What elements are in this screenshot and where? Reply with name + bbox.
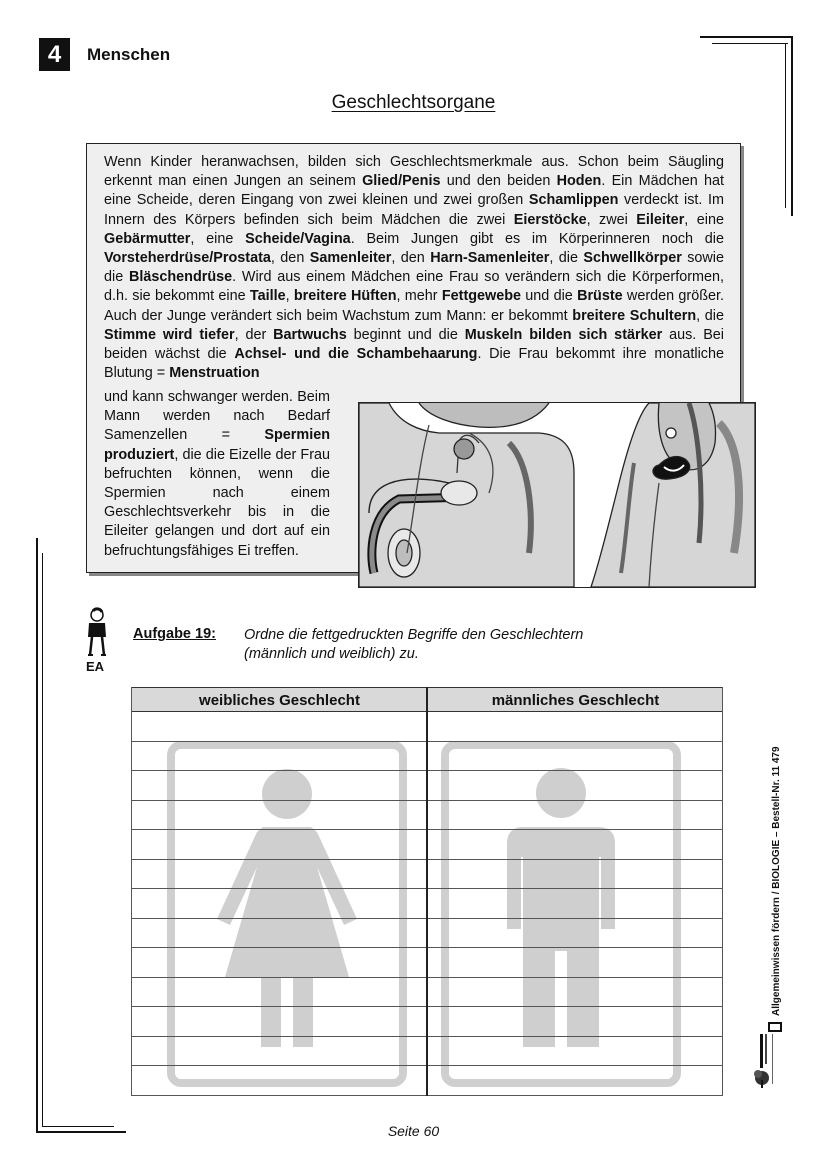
frame-bottom-left-v1 (36, 538, 38, 1133)
table-border-left (131, 687, 132, 1096)
chapter-number: 4 (39, 38, 70, 71)
frame-top-right-v1 (791, 36, 793, 216)
page-number: Seite 60 (387, 1123, 440, 1139)
anatomy-figure (358, 402, 756, 588)
table-column-divider (426, 687, 428, 1096)
column-header-male: männliches Geschlecht (491, 692, 660, 709)
info-text-tail: und kann schwanger werden. Beim Mann werden nach Bedarf Samenzellen = Spermien produziert, die die Eizelle der Frau befruchten können, wenn die Spermien nach einem Geschlechtsverkehr bis in die Eileiter gelangen und dort auf ein befruchtungsfähiges Ei treffen. (104, 389, 330, 559)
page-title: Geschlechtsorgane (331, 92, 496, 113)
person-icon (84, 607, 110, 657)
task-instruction (244, 626, 664, 664)
task-instruction-line1: Ordne die fettgedruckten Begriffe den Geschlechtern (244, 627, 584, 643)
side-publication-text: Allgemeinwissen fördern / BIOLOGIE – Bestell-Nr. 11 479 (771, 746, 782, 1016)
male-section (359, 403, 579, 587)
table-border-right (722, 687, 723, 1096)
task-instruction-line2: (männlich und weiblich) zu. (244, 646, 419, 662)
frame-top-right-h1 (700, 36, 793, 38)
frame-top-right-v2 (785, 43, 786, 208)
female-section (591, 403, 755, 587)
chapter-title: Menschen (87, 45, 171, 64)
info-text-main: Wenn Kinder heranwachsen, bilden sich Geschlechtsmerkmale aus. Schon beim Säugling erkennt man einen Jungen an seinem Glied/Penis und den beiden Hoden. Ein Mädchen hat eine Scheide, deren Eingang von zwei kleinen und zwei großen Schamlippen verdeckt ist. Im Innern des Körpers befinden sich beim Mädchen die zwei Eierstöcke, zwei Eileiter, eine Gebärmutter, eine Scheide/Vagina. Beim Jungen gibt es im Körperinneren noch die Vorsteherdrüse/Prostata, den Samenleiter, den Harn-Samenleiter, die Schwellkörper sowie die Bläschendrüse. Wird aus einem Mädchen eine Frau so verändern sich die Körperformen, d.h. sie bekommt eine Taille, breitere Hüften, mehr Fettgewebe und die Brüste werden größer. Auch der Junge verändert sich beim Wachstum zum Mann: er bekommt breitere Schultern, die Stimme wird tiefer, der Bartwuchs beginnt und die Muskeln bilden sich stärker aus. Bei beiden wächst die Achsel- und die Schambehaarung. Die Frau bekommt ihre monatliche Blutung = Menstruation (104, 154, 725, 382)
answer-table (131, 687, 723, 1096)
frame-top-right-h2 (712, 43, 788, 44)
column-header-female: weibliches Geschlecht (199, 692, 360, 709)
frame-bottom-left-v2 (42, 553, 43, 1127)
anatomy-illustration (359, 403, 755, 587)
task-label: Aufgabe 19: (133, 626, 216, 642)
publisher-logo-icon (752, 1020, 784, 1088)
work-form-label: EA (86, 659, 105, 674)
